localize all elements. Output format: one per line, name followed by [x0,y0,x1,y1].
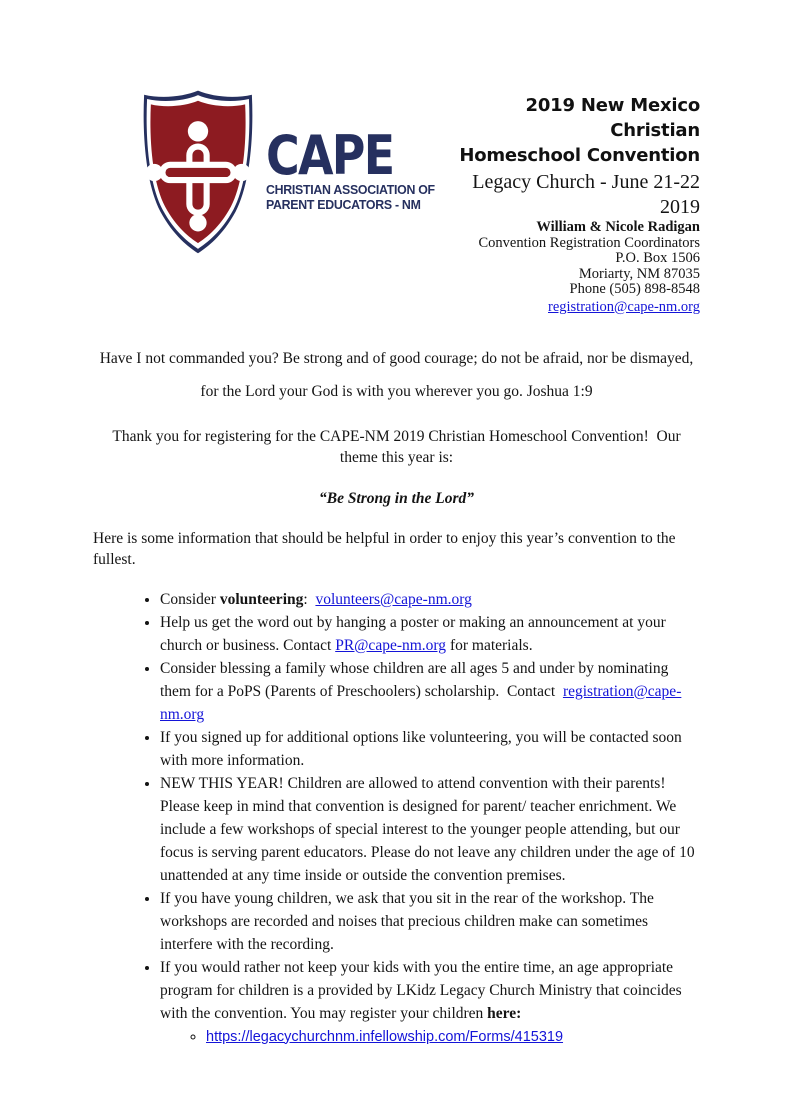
document-page [0,85,791,1109]
bullet-new-this-year-text: NEW THIS YEAR! Children are allowed to attend convention with their parents! Please keep in mind that convention is designed for parent/ teacher enrichment. We include a few workshops of special interest to the younger people attending, but our focus is serving parent educators. Please do not leave any children under the age of 10 unattended at any time inside or outside the convention premises. [160,774,699,884]
letter-body [0,342,791,1049]
coordinator-name: William & Nicole Radigan [536,219,700,235]
coordinator-role: Convention Registration Coordinators [478,234,700,251]
bullet-additional-options [160,726,700,772]
volunteers-email-link[interactable]: volunteers@cape-nm.org [315,590,472,608]
thank-you-paragraph: Thank you for registering for the CAPE-NM 2019 Christian Homeschool Convention! Our theme this year is: [112,427,685,466]
pr-email-link[interactable]: PR@cape-nm.org [335,636,447,654]
bullet-kids-program-text: If you would rather not keep your kids with you the entire time, an age appropriate program for children is a provided by LKidz Legacy Church Ministry that coincides with the convention. You may register your children [160,958,686,1022]
logo-tagline-line1: CHRISTIAN ASSOCIATION OF [266,182,435,197]
intro-paragraph: Here is some information that should be helpful in order to enjoy this year’s convention to the fullest. [93,529,680,568]
bullet-volunteering [160,588,700,611]
bullet-kids-program-here-bold: here: [487,1004,522,1022]
kids-program-sublist [160,1025,700,1049]
bullet-additional-options-text: If you signed up for additional options like volunteering, you will be contacted soon with more information. [160,728,686,769]
cape-logo [137,85,444,316]
scripture-quote: Have I not commanded you? Be strong and of good courage; do not be afraid, nor be dismayed, for the Lord your God is with you wherever you go. Joshua 1:9 [99,349,698,400]
convention-contact-block [444,85,700,316]
childcare-registration-link[interactable]: https://legacychurchnm.infellowship.com/Forms/415319 [206,1028,564,1045]
logo-acronym: CAPE [266,124,394,187]
registration-email-link[interactable]: registration@cape-nm.org [160,682,682,723]
info-bullet-list [93,588,700,1049]
theme-quote: “Be Strong in the Lord” [318,489,475,507]
venue-date-line: Legacy Church - June 21-22 2019 [472,171,700,218]
registration-email-link-header[interactable]: registration@cape-nm.org [548,298,700,315]
letterhead [137,85,700,316]
logo-wordmark [266,124,444,316]
bullet-new-this-year [160,772,700,887]
bullet-volunteering-bold: volunteering [219,590,304,608]
bullet-young-children-text: If you have young children, we ask that you sit in the rear of the workshop. The workshops are recorded and noises that precious children make can sometimes interfere with the recording. [160,889,658,953]
bullet-pops-text: Consider blessing a family whose children are all ages 5 and under by nominating them for a PoPS (Parents of Preschoolers) scholarship. Contact [160,659,673,700]
phone-line: Phone (505) 898-8548 [569,281,700,297]
logo-tagline-line2: PARENT EDUCATORS - NM [266,197,421,212]
bullet-young-children [160,887,700,956]
convention-title-line2: Homeschool Convention [459,145,700,166]
bullet-pops-scholarship [160,657,700,726]
sub-bullet-childcare-link [206,1025,700,1049]
convention-title-line1: 2019 New Mexico Christian [525,95,700,141]
cape-shield-icon [137,85,259,263]
bullet-volunteering-text: Consider [160,590,220,608]
bullet-poster-text: Help us get the word out by hanging a poster or making an announcement at your church or business. Contact [160,613,670,654]
bullet-poster-text-after: for materials. [446,636,533,654]
po-box-line: P.O. Box 1506 [615,250,700,266]
bullet-poster [160,611,700,657]
city-state-zip-line: Moriarty, NM 87035 [578,265,700,282]
bullet-volunteering-separator: : [303,590,316,608]
bullet-kids-program [160,956,700,1049]
